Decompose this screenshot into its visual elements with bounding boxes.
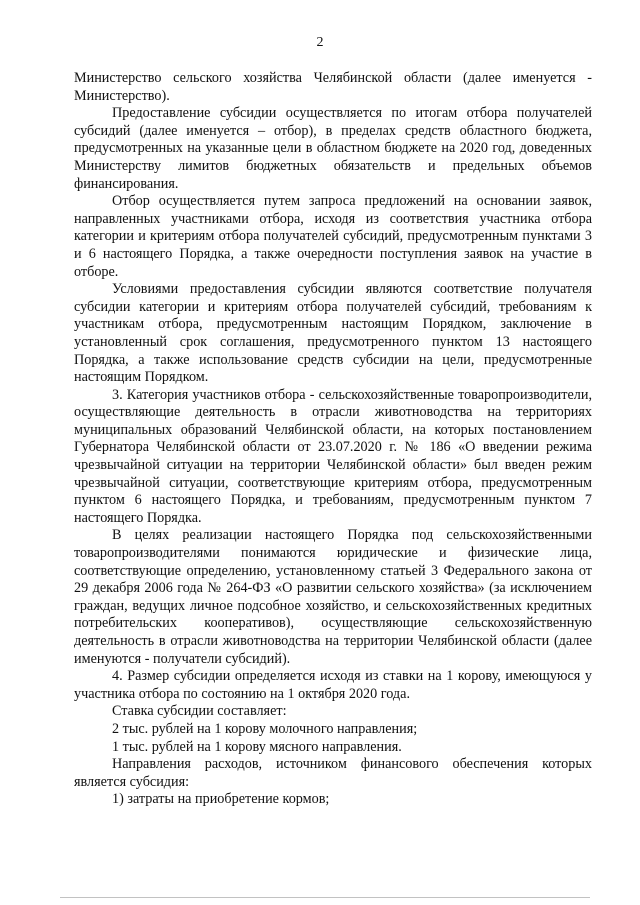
paragraph-item-3-category: 3. Категория участников отбора - сельскохозяйственные товаропроизводители, осуществляющие деятельность в отрасли животноводства на территориях муниципальных образований Челябинской области, на которых постановлением Губернатора Челябинской области от 23.07.2020 г. № 186 «О введении режима чрезвычайной ситуации на территории Челябинской области» был введен режим чрезвычайной ситуации, соответствующие критериям отбора, предусмотренным пунктом 6 настоящего Порядка, и требованиям, предусмотренным пунктом 7 настоящего Порядка. xyxy=(74,386,592,526)
paragraph-rate-dairy: 2 тыс. рублей на 1 корову молочного направления; xyxy=(112,720,418,737)
paragraph-producers-definition: В целях реализации настоящего Порядка под сельскохозяйственными товаропроизводителями понимаются юридические и физические лица, соответствующие определению, установленному статьей 3 Федерального закона от 29 декабря 2006 года № 264-ФЗ «О развитии сельского хозяйства» (за исключением граждан, ведущих личное подсобное хозяйство, и сельскохозяйственных кредитных потребительских кооперативов), осуществляющие сельскохозяйственную деятельность в отрасли животноводства на территории Челябинской области (далее именуются - получатели субсидий). xyxy=(74,527,592,667)
bottom-edge-line xyxy=(60,897,590,898)
paragraph-conditions: Условиями предоставления субсидии являются соответствие получателя субсидии категории и критериям отбора получателей субсидий, требованиям к участникам отбора, предусмотренным настоящим Порядком, заключение в установленный срок соглашения, предусмотренного пунктом 13 настоящего Порядка, а также использование средств субсидии на цели, предусмотренные настоящим Порядком. xyxy=(74,281,592,386)
paragraph-ministry: Министерство сельского хозяйства Челябинской области (далее именуется - Министерство). xyxy=(74,70,592,104)
paragraph-rate-intro: Ставка субсидии составляет: xyxy=(112,703,287,720)
paragraph-item-4-amount: 4. Размер субсидии определяется исходя из ставки на 1 корову, имеющуюся у участника отбора по состоянию на 1 октября 2020 года. xyxy=(74,668,592,702)
paragraph-subsidy-provision: Предоставление субсидии осуществляется по итогам отбора получателей субсидий (далее именуется – отбор), в пределах средств областного бюджета, предусмотренных на указанные цели в областном бюджете на 2020 год, доведенных Министерству лимитов бюджетных обязательств и предельных объемов финансирования. xyxy=(74,105,592,192)
paragraph-selection-method: Отбор осуществляется путем запроса предложений на основании заявок, направленных участниками отбора, исходя из соответствия участника отбора категории и критериям отбора получателей субсидий, предусмотренным пунктами 3 и 6 настоящего Порядка, а также очередности поступления заявок на участие в отборе. xyxy=(74,193,592,280)
page-number: 2 xyxy=(316,35,324,50)
document-body xyxy=(74,70,592,809)
paragraph-expense-feed: 1) затраты на приобретение кормов; xyxy=(112,791,330,808)
paragraph-rate-meat: 1 тыс. рублей на 1 корову мясного направления. xyxy=(112,738,402,755)
paragraph-expense-directions: Направления расходов, источником финансового обеспечения которых является субсидия: xyxy=(74,756,592,790)
